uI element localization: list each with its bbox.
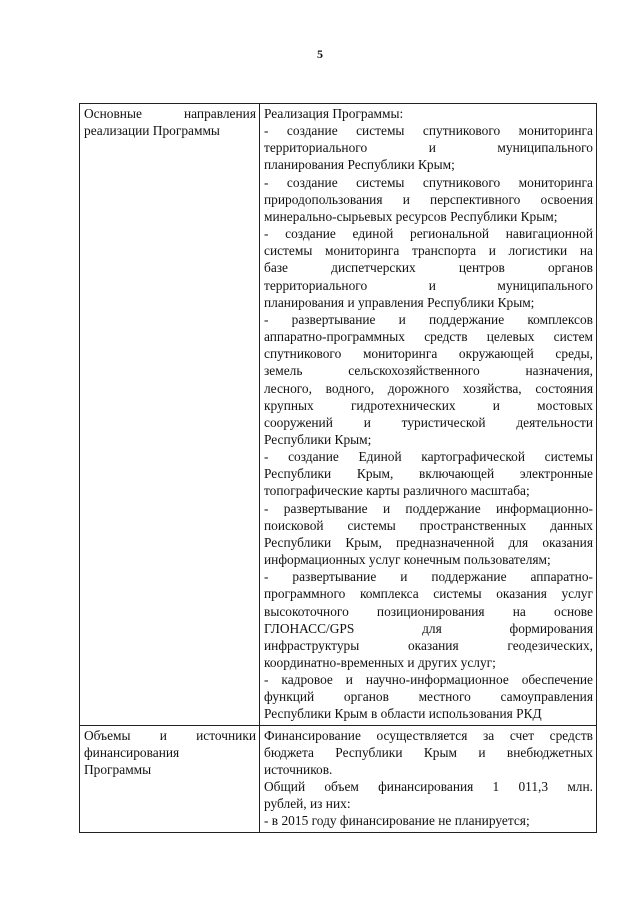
table-row xyxy=(80,104,597,726)
row-content-line: планирования и управления Республики Крым; xyxy=(264,294,535,310)
row-content-line: спутникового мониторинга окружающей среды, xyxy=(264,346,593,362)
row-content-line: природопользования и перспективного освоения xyxy=(264,191,593,207)
row-content-line: - в 2015 году финансирование не планируется; xyxy=(264,813,530,829)
row-label-line: Программы xyxy=(84,761,152,777)
row-label-line: финансирования xyxy=(84,744,180,760)
row-content-line: ГЛОНАСС/GPS для формирования xyxy=(264,620,593,636)
row-content-line: Реализация Программы: xyxy=(264,106,404,121)
row-content-line: минерально-сырьевых ресурсов Республики Крым; xyxy=(264,208,558,224)
row-content-line: базе диспетчерских центров органов xyxy=(264,260,593,276)
row-content-line: Общий объем финансирования 1 011,3 млн. xyxy=(264,779,593,795)
row-content-line: информационных услуг конечным пользователям; xyxy=(264,552,551,568)
row-label-cell xyxy=(80,725,260,832)
table-row xyxy=(80,725,597,832)
row-label-line: реализации Программы xyxy=(84,123,220,139)
row-content-line: бюджета Республики Крым и внебюджетных xyxy=(264,744,593,760)
row-content-line: сооружений и туристической деятельности xyxy=(264,414,593,430)
row-label-line: Объемы и источники xyxy=(84,727,256,743)
row-content-line: Финансирование осуществляется за счет средств xyxy=(264,727,593,743)
row-content-line: - развертывание и поддержание аппаратно- xyxy=(264,569,593,585)
program-passport-table xyxy=(79,103,597,833)
row-content-line: источников. xyxy=(264,761,333,777)
row-content-line: планирования Республики Крым; xyxy=(264,157,455,173)
row-content-line: Республики Крым, включающей электронные xyxy=(264,466,593,482)
row-content-line: Республики Крым; xyxy=(264,431,372,447)
row-label-line: Основные направления xyxy=(84,106,256,121)
row-content-line: системы мониторинга транспорта и логистики на xyxy=(264,243,593,259)
row-content-line: поисковой системы пространственных данных xyxy=(264,517,593,533)
row-content-line: крупных гидротехнических и мостовых xyxy=(264,397,593,413)
row-content-line: - создание Единой картографической системы xyxy=(264,449,593,465)
row-content-line: программного комплекса системы оказания услуг xyxy=(264,586,593,602)
row-label-cell xyxy=(80,104,260,726)
page-number: 5 xyxy=(317,47,323,61)
row-content-line: Республики Крым, предназначенной для оказания xyxy=(264,534,593,550)
row-content-line: инфраструктуры оказания геодезических, xyxy=(264,637,593,653)
row-content-line: топографические карты различного масштаба; xyxy=(264,483,530,499)
row-content-line: - развертывание и поддержание информационно- xyxy=(264,500,593,516)
row-content-line: территориального и муниципального xyxy=(264,277,593,293)
row-content-line: лесного, водного, дорожного хозяйства, состояния xyxy=(264,380,593,396)
row-content-line: Республики Крым в области использования РКД xyxy=(264,706,542,722)
row-content-line: высокоточного позиционирования на основе xyxy=(264,603,593,619)
row-content-line: аппаратно-программных средств целевых систем xyxy=(264,329,593,345)
row-content-line: рублей, из них: xyxy=(264,796,351,812)
row-content-line: функций органов местного самоуправления xyxy=(264,689,593,705)
row-content-line: - создание единой региональной навигационной xyxy=(264,226,593,242)
row-content-line: земель сельскохозяйственного назначения, xyxy=(264,363,593,379)
row-content-cell xyxy=(260,104,597,726)
row-content-line: - создание системы спутникового мониторинга xyxy=(264,174,593,190)
row-content-line: - кадровое и научно-информационное обеспечение xyxy=(264,672,593,688)
row-content-line: координатно-временных и других услуг; xyxy=(264,655,496,670)
row-content-line: - создание системы спутникового мониторинга xyxy=(264,123,593,139)
row-content-cell xyxy=(260,725,597,832)
row-content-line: территориального и муниципального xyxy=(264,140,593,156)
row-content-line: - развертывание и поддержание комплексов xyxy=(264,311,593,327)
